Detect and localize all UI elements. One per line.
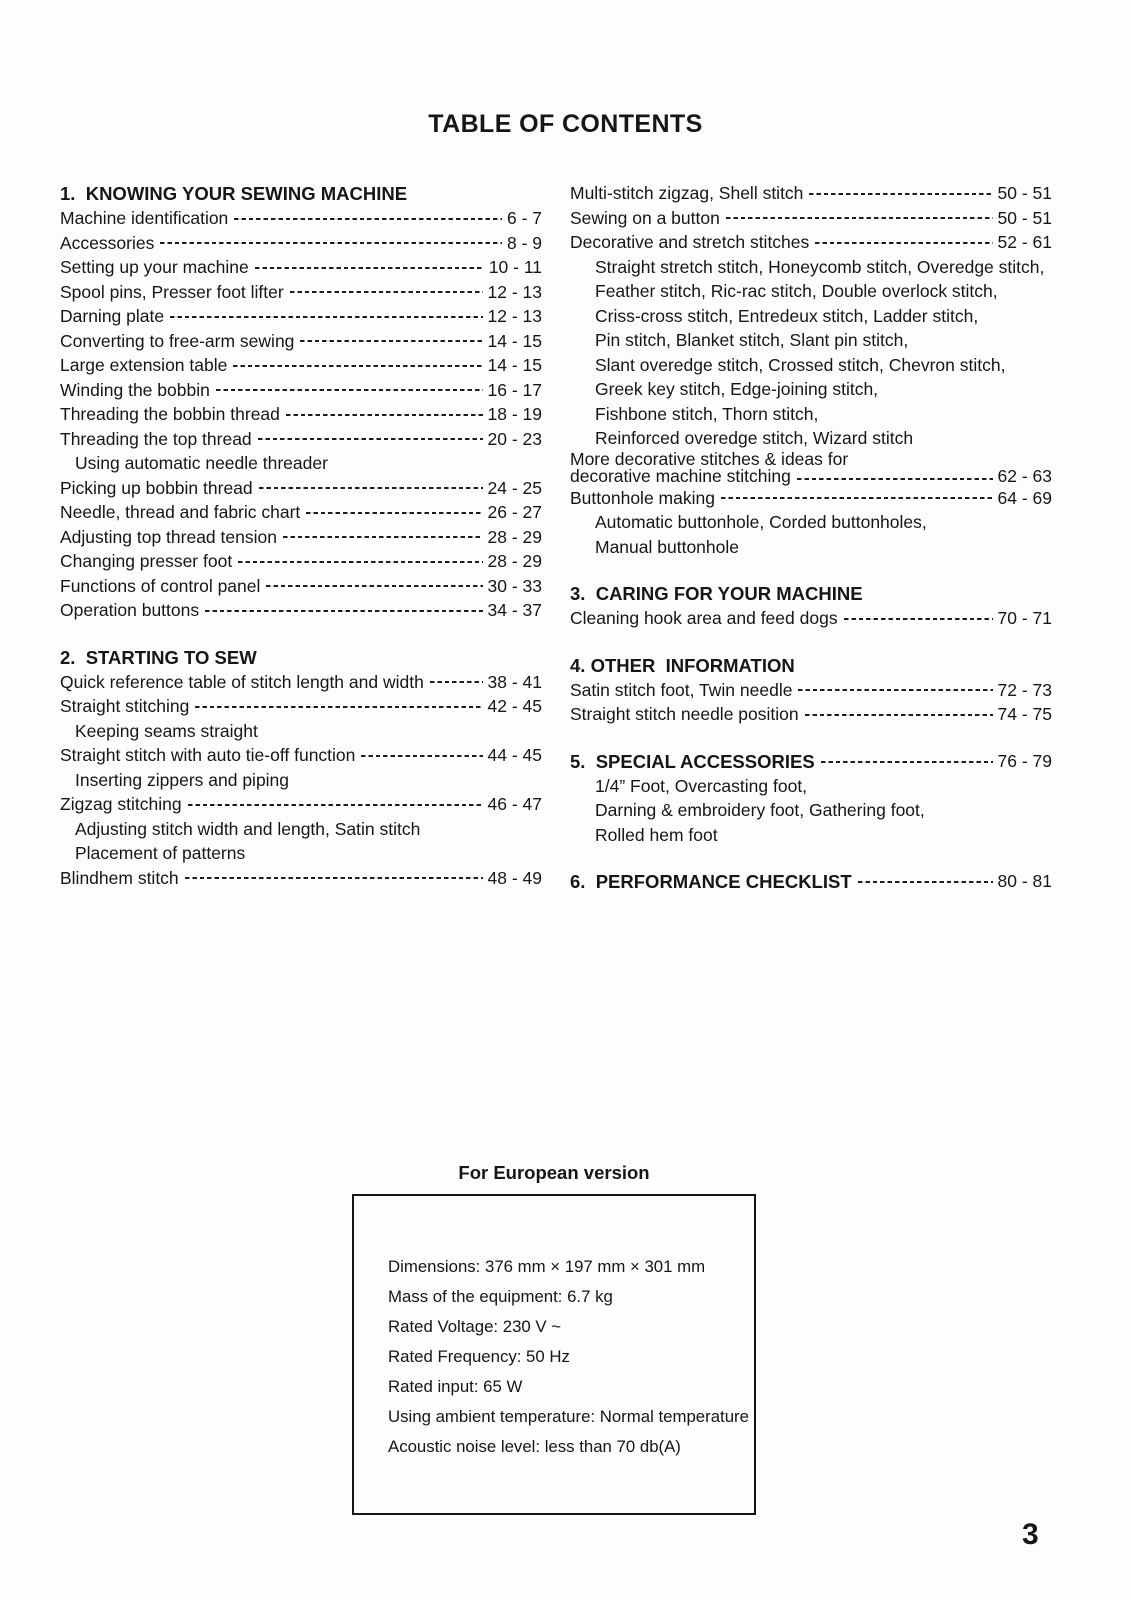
toc-section-heading-label: 3. CARING FOR YOUR MACHINE bbox=[570, 583, 863, 604]
dash-leader bbox=[205, 598, 482, 623]
european-version-spec-lines bbox=[388, 1252, 752, 1462]
toc-entry-pages: 16 - 17 bbox=[487, 379, 542, 400]
dash-leader bbox=[306, 500, 482, 525]
toc-entry bbox=[60, 329, 542, 354]
toc-entry-label: Straight stitching bbox=[60, 696, 190, 716]
dash-leader bbox=[300, 329, 482, 354]
toc-entry bbox=[570, 255, 1052, 280]
dash-leader bbox=[805, 702, 993, 727]
toc-section-pages: 80 - 81 bbox=[997, 871, 1052, 891]
dash-leader bbox=[238, 549, 482, 574]
toc-entry bbox=[60, 841, 542, 866]
toc-entry bbox=[60, 255, 542, 280]
toc-entry bbox=[570, 181, 1052, 206]
spec-line: Acoustic noise level: less than 70 db(A) bbox=[388, 1437, 681, 1456]
toc-section-pages: 76 - 79 bbox=[997, 750, 1052, 771]
toc-entry-label: Automatic buttonhole, Corded buttonholes, bbox=[595, 512, 927, 532]
toc-entry bbox=[60, 427, 542, 452]
toc-entry bbox=[60, 476, 542, 501]
toc-entry-pages: 38 - 41 bbox=[487, 671, 542, 692]
toc-entry-pages: 50 - 51 bbox=[997, 183, 1052, 203]
page-title: TABLE OF CONTENTS bbox=[428, 110, 703, 138]
toc-entry-label: Adjusting top thread tension bbox=[60, 526, 277, 547]
toc-section-heading bbox=[570, 653, 1052, 678]
toc-section-heading-label: 4. OTHER INFORMATION bbox=[570, 654, 795, 676]
toc-entry-label: Large extension table bbox=[60, 355, 228, 375]
page-number: 3 bbox=[1022, 1518, 1039, 1551]
toc-entry-label: Feather stitch, Ric-rac stitch, Double overlock stitch, bbox=[595, 281, 998, 301]
dash-leader bbox=[809, 181, 992, 206]
toc-entry-label: Straight stitch needle position bbox=[570, 704, 799, 724]
toc-entry-pages: 8 - 9 bbox=[506, 232, 542, 253]
toc-entry bbox=[60, 866, 542, 891]
toc-entry-pages: 30 - 33 bbox=[487, 575, 542, 596]
toc-right-column bbox=[570, 181, 1052, 894]
toc-entry bbox=[60, 304, 542, 329]
toc-entry-pages: 72 - 73 bbox=[997, 679, 1052, 700]
toc-entry bbox=[570, 468, 1052, 486]
toc-entry-label: decorative machine stitching bbox=[570, 466, 791, 486]
toc-section-heading-label: 5. SPECIAL ACCESSORIES bbox=[570, 750, 815, 772]
dash-leader bbox=[259, 476, 483, 501]
toc-entry-label: Functions of control panel bbox=[60, 575, 261, 596]
toc-entry bbox=[60, 743, 542, 768]
dash-leader bbox=[233, 353, 482, 378]
toc-entry bbox=[60, 670, 542, 695]
toc-entry bbox=[60, 451, 542, 476]
toc-entry-label: Picking up bobbin thread bbox=[60, 477, 253, 498]
toc-entry bbox=[60, 694, 542, 719]
toc-section-heading-label: 6. PERFORMANCE CHECKLIST bbox=[570, 871, 852, 892]
toc-entry bbox=[60, 402, 542, 427]
toc-entry bbox=[570, 206, 1052, 231]
toc-entry-pages: 48 - 49 bbox=[487, 867, 542, 888]
toc-entry-label: Machine identification bbox=[60, 208, 229, 228]
toc-entry bbox=[60, 353, 542, 378]
toc-entry-label: Greek key stitch, Edge-joining stitch, bbox=[595, 379, 879, 399]
toc-entry-pages: 74 - 75 bbox=[997, 704, 1052, 724]
toc-entry bbox=[570, 328, 1052, 353]
toc-entry bbox=[570, 279, 1052, 304]
toc-entry bbox=[570, 230, 1052, 255]
toc-entry bbox=[570, 798, 1052, 823]
dash-leader bbox=[188, 792, 483, 817]
toc-entry-pages: 28 - 29 bbox=[487, 551, 542, 571]
dash-leader bbox=[430, 670, 483, 695]
toc-section-heading-label: 2. STARTING TO SEW bbox=[60, 646, 257, 668]
spec-line: Using ambient temperature: Normal temperature bbox=[388, 1407, 749, 1426]
toc-entry bbox=[570, 535, 1052, 560]
toc-entry-pages: 14 - 15 bbox=[487, 355, 542, 375]
toc-entry-label: Operation buttons bbox=[60, 600, 200, 620]
dash-leader bbox=[797, 468, 993, 486]
toc-entry-pages: 18 - 19 bbox=[487, 404, 542, 424]
european-version-heading: For European version bbox=[458, 1162, 650, 1183]
dash-leader bbox=[721, 486, 993, 511]
toc-entry-label: Quick reference table of stitch length and width bbox=[60, 671, 424, 692]
toc-entry-pages: 70 - 71 bbox=[997, 608, 1052, 628]
toc-entry-pages: 44 - 45 bbox=[487, 745, 542, 765]
toc-entry-label: 1/4” Foot, Overcasting foot, bbox=[595, 775, 808, 796]
spec-line: Rated Frequency: 50 Hz bbox=[388, 1347, 570, 1366]
toc-entry-label: Reinforced overedge stitch, Wizard stitch bbox=[595, 428, 914, 448]
dash-leader bbox=[844, 606, 993, 631]
toc-entry-pages: 26 - 27 bbox=[487, 502, 542, 522]
toc-entry-pages: 52 - 61 bbox=[997, 232, 1052, 252]
toc-entry bbox=[570, 304, 1052, 329]
toc-entry bbox=[60, 525, 542, 550]
toc-entry bbox=[570, 426, 1052, 451]
toc-entry bbox=[60, 598, 542, 623]
dash-leader bbox=[283, 525, 483, 550]
toc-entry-label: Placement of patterns bbox=[75, 843, 246, 863]
toc-entry-label: Threading the top thread bbox=[60, 428, 252, 449]
dash-leader bbox=[185, 866, 483, 891]
toc-entry-label: Using automatic needle threader bbox=[75, 453, 328, 473]
toc-entry bbox=[570, 486, 1052, 511]
toc-entry-label: Threading the bobbin thread bbox=[60, 404, 280, 424]
toc-entry bbox=[60, 280, 542, 305]
toc-entry bbox=[570, 606, 1052, 631]
dash-leader bbox=[266, 574, 482, 599]
dash-leader bbox=[798, 678, 992, 703]
toc-entry-label: Fishbone stitch, Thorn stitch, bbox=[595, 403, 819, 424]
toc-section-heading bbox=[570, 581, 1052, 606]
toc-entry-pages: 64 - 69 bbox=[997, 487, 1052, 508]
toc-entry bbox=[60, 378, 542, 403]
european-version-spec-box bbox=[352, 1194, 756, 1515]
spec-line: Mass of the equipment: 6.7 kg bbox=[388, 1287, 613, 1306]
toc-entry-label: More decorative stitches & ideas for bbox=[570, 448, 849, 469]
toc-entry-label: Decorative and stretch stitches bbox=[570, 232, 810, 252]
toc-entry bbox=[570, 377, 1052, 402]
toc-entry bbox=[60, 549, 542, 574]
spec-line: Dimensions: 376 mm × 197 mm × 301 mm bbox=[388, 1257, 706, 1276]
toc-entry-pages: 6 - 7 bbox=[506, 208, 542, 228]
toc-entry-pages: 62 - 63 bbox=[997, 466, 1052, 486]
dash-leader bbox=[361, 743, 482, 768]
toc-entry bbox=[60, 231, 542, 256]
toc-entry-pages: 12 - 13 bbox=[487, 281, 542, 302]
toc-entry-label: Sewing on a button bbox=[570, 207, 720, 228]
dash-leader bbox=[255, 255, 484, 280]
toc-entry-label: Blindhem stitch bbox=[60, 867, 179, 888]
toc-entry-pages: 34 - 37 bbox=[487, 600, 542, 620]
toc-entry-label: Satin stitch foot, Twin needle bbox=[570, 679, 793, 700]
toc-entry-label: Buttonhole making bbox=[570, 487, 715, 508]
toc-left-column bbox=[60, 181, 542, 890]
toc-section-heading bbox=[60, 181, 542, 206]
dash-leader bbox=[195, 694, 482, 719]
toc-entry bbox=[570, 402, 1052, 427]
spec-line: Rated Voltage: 230 V ~ bbox=[388, 1317, 562, 1336]
toc-entry-label: Criss-cross stitch, Entredeux stitch, Ladder stitch, bbox=[595, 305, 979, 326]
toc-entry-label: Inserting zippers and piping bbox=[75, 769, 290, 790]
toc-entry-pages: 42 - 45 bbox=[487, 696, 542, 716]
toc-section-heading bbox=[60, 645, 542, 670]
toc-entry bbox=[570, 510, 1052, 535]
toc-entry bbox=[60, 817, 542, 842]
toc-entry bbox=[570, 353, 1052, 378]
toc-entry bbox=[60, 768, 542, 793]
toc-entry-pages: 50 - 51 bbox=[997, 207, 1052, 228]
dash-leader bbox=[726, 206, 993, 231]
toc-entry-pages: 24 - 25 bbox=[487, 477, 542, 498]
toc-entry-label: Multi-stitch zigzag, Shell stitch bbox=[570, 183, 804, 203]
dash-leader bbox=[858, 869, 993, 894]
toc-entry-pages: 14 - 15 bbox=[487, 330, 542, 351]
toc-entry-label: Converting to free-arm sewing bbox=[60, 330, 295, 351]
toc-entry bbox=[570, 678, 1052, 703]
toc-entry-label: Manual buttonhole bbox=[595, 536, 739, 557]
toc-section-heading bbox=[570, 869, 1052, 894]
toc-entry-label: Winding the bobbin bbox=[60, 379, 210, 400]
toc-entry-label: Slant overedge stitch, Crossed stitch, Chevron stitch, bbox=[595, 354, 1006, 375]
toc-entry bbox=[60, 719, 542, 744]
toc-entry-label: Adjusting stitch width and length, Satin stitch bbox=[75, 818, 421, 839]
toc-entry bbox=[60, 206, 542, 231]
toc-entry bbox=[570, 823, 1052, 848]
dash-leader bbox=[160, 231, 502, 256]
toc-entry-pages: 10 - 11 bbox=[488, 257, 542, 277]
toc-entry-label: Rolled hem foot bbox=[595, 824, 718, 845]
spec-line: Rated input: 65 W bbox=[388, 1377, 523, 1396]
toc-entry bbox=[570, 774, 1052, 799]
dash-leader bbox=[170, 304, 482, 329]
toc-section-heading-label: 1. KNOWING YOUR SEWING MACHINE bbox=[60, 183, 408, 204]
toc-entry-pages: 12 - 13 bbox=[487, 306, 542, 326]
toc-entry-label: Zigzag stitching bbox=[60, 794, 182, 814]
toc-entry-label: Straight stitch with auto tie-off function bbox=[60, 745, 356, 765]
toc-entry-label: Spool pins, Presser foot lifter bbox=[60, 281, 284, 302]
toc-entry-label: Darning & embroidery foot, Gathering foot, bbox=[595, 800, 925, 820]
toc-entry-pages: 28 - 29 bbox=[487, 526, 542, 547]
toc-entry-label: Needle, thread and fabric chart bbox=[60, 502, 301, 522]
toc-entry bbox=[570, 702, 1052, 727]
toc-entry-label: Setting up your machine bbox=[60, 257, 249, 277]
toc-entry-pages: 20 - 23 bbox=[487, 428, 542, 449]
toc-entry-label: Cleaning hook area and feed dogs bbox=[570, 608, 838, 628]
dash-leader bbox=[286, 402, 483, 427]
dash-leader bbox=[290, 280, 483, 305]
toc-entry bbox=[60, 792, 542, 817]
toc-entry-label: Straight stretch stitch, Honeycomb stitch, Overedge stitch, bbox=[595, 256, 1045, 277]
dash-leader bbox=[815, 230, 992, 255]
toc-entry bbox=[60, 500, 542, 525]
toc-entry-label: Changing presser foot bbox=[60, 551, 233, 571]
dash-leader bbox=[258, 427, 483, 452]
toc-entry-label: Accessories bbox=[60, 232, 155, 253]
dash-leader bbox=[234, 206, 502, 231]
toc-entry-label: Keeping seams straight bbox=[75, 720, 258, 741]
dash-leader bbox=[216, 378, 483, 403]
toc-entry bbox=[60, 574, 542, 599]
toc-entry-label: Darning plate bbox=[60, 306, 165, 326]
toc-section-heading bbox=[570, 749, 1052, 774]
toc-entry-pages: 46 - 47 bbox=[487, 794, 542, 814]
dash-leader bbox=[821, 749, 993, 774]
toc-entry-label: Pin stitch, Blanket stitch, Slant pin stitch, bbox=[595, 330, 909, 350]
